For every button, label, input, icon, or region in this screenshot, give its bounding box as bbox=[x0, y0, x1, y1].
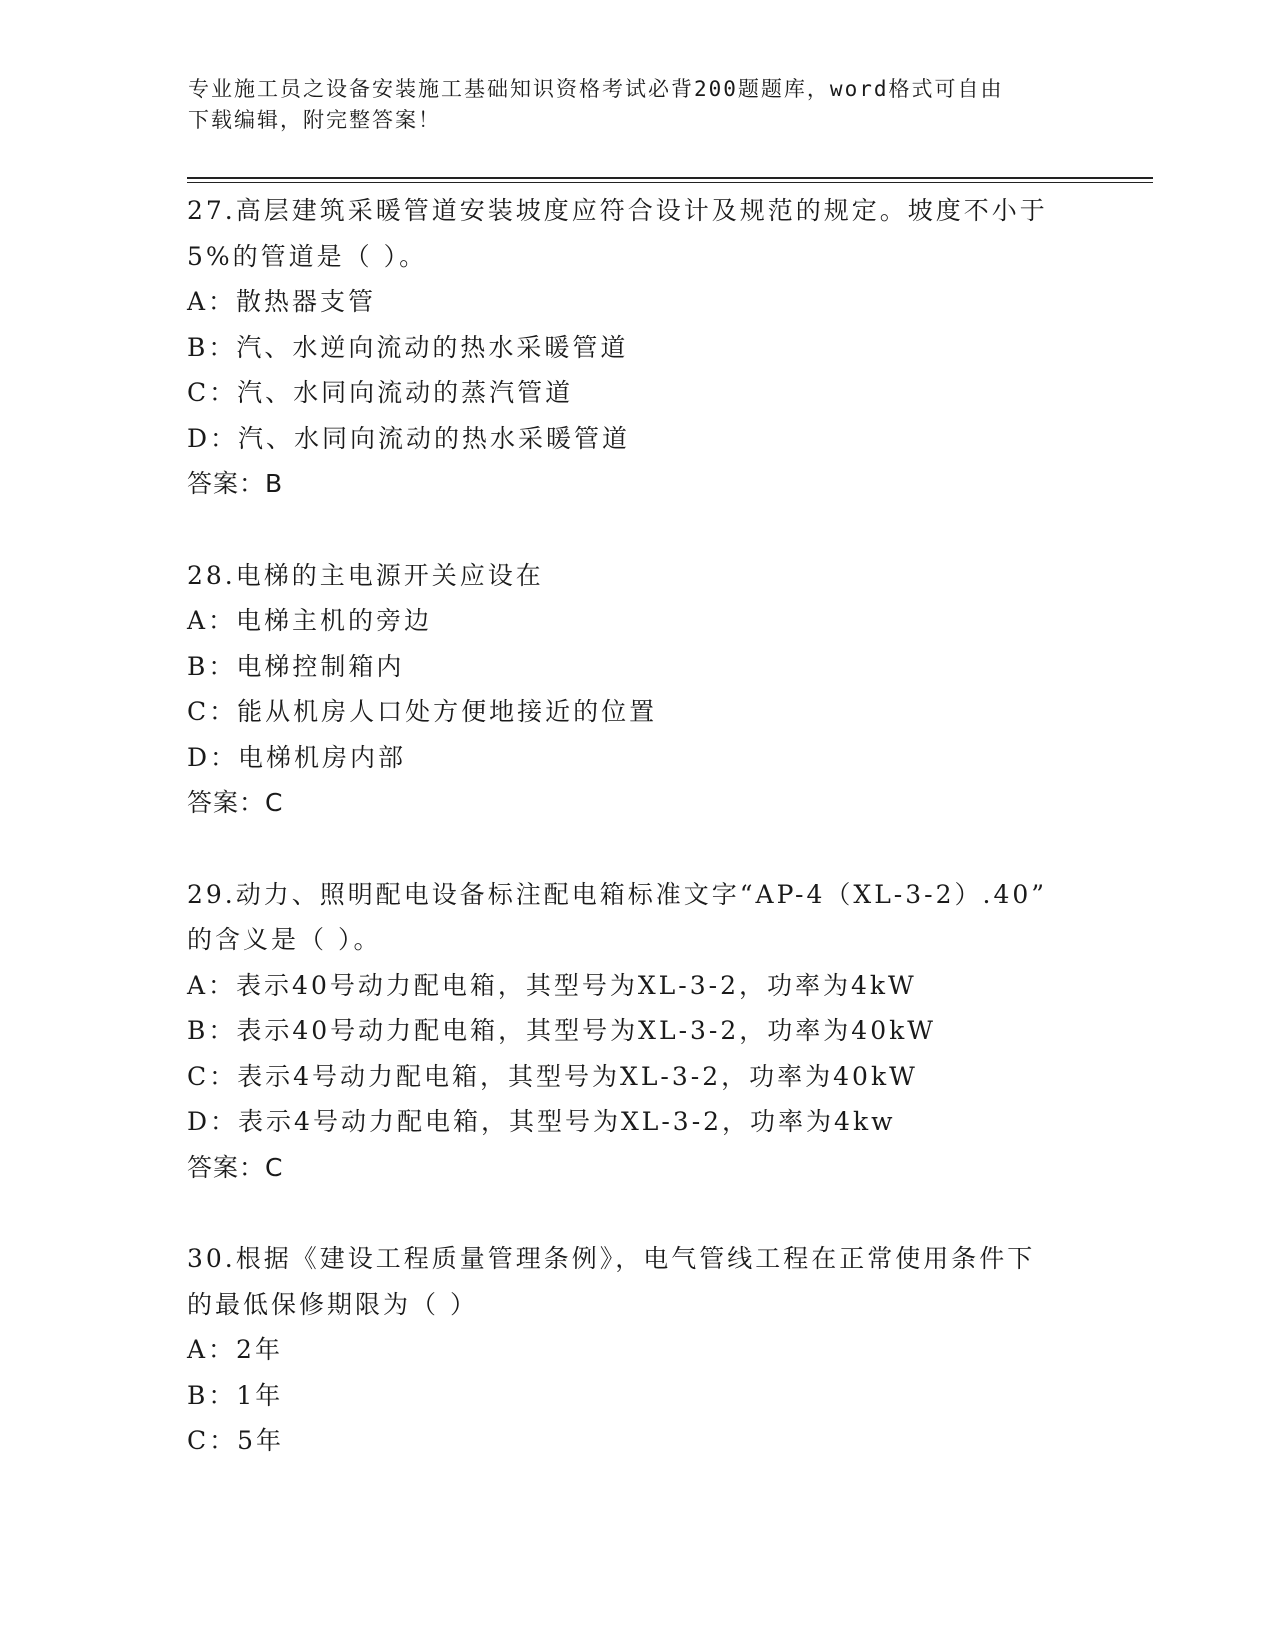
document-header bbox=[188, 74, 1068, 136]
header-line-1: 专业施工员之设备安装施工基础知识资格考试必背200题题库，word格式可自由 bbox=[188, 77, 1004, 101]
question-text: 30.根据《建设工程质量管理条例》，电气管线工程在正常使用条件下 bbox=[187, 1244, 1036, 1273]
option-c: C：汽、水同向流动的蒸汽管道 bbox=[187, 378, 574, 407]
question-text: 27.高层建筑采暖管道安装坡度应符合设计及规范的规定。坡度不小于 bbox=[187, 196, 1048, 225]
option-a: A：电梯主机的旁边 bbox=[187, 606, 433, 635]
option-a: A：散热器支管 bbox=[187, 287, 377, 316]
option-b: B：表示40号动力配电箱，其型号为XL-3-2，功率为40kW bbox=[187, 1016, 936, 1045]
header-divider-thin bbox=[187, 182, 1153, 183]
question-text: 28.电梯的主电源开关应设在 bbox=[187, 560, 544, 590]
question-29 bbox=[187, 872, 1087, 1191]
question-27 bbox=[187, 188, 1087, 507]
option-d: D：汽、水同向流动的热水采暖管道 bbox=[187, 423, 631, 453]
option-d: D：表示4号动力配电箱，其型号为XL-3-2，功率为4kw bbox=[187, 1107, 896, 1136]
option-b: B：电梯控制箱内 bbox=[187, 651, 405, 681]
option-c: C：表示4号动力配电箱，其型号为XL-3-2，功率为40kW bbox=[187, 1061, 918, 1091]
question-text-continued: 5%的管道是（ ）。 bbox=[187, 241, 428, 271]
answer: 答案：C bbox=[187, 788, 284, 817]
question-text-continued: 的含义是（ ）。 bbox=[187, 925, 382, 954]
option-c: C：5年 bbox=[187, 1426, 285, 1455]
question-28 bbox=[187, 553, 1087, 826]
option-b: B：汽、水逆向流动的热水采暖管道 bbox=[187, 332, 629, 362]
answer: 答案：C bbox=[187, 1152, 284, 1182]
question-30 bbox=[187, 1236, 1087, 1464]
answer: 答案：B bbox=[187, 469, 284, 498]
header-line-2: 下载编辑，附完整答案！ bbox=[188, 108, 441, 132]
option-a: A：2年 bbox=[187, 1335, 283, 1364]
option-a: A：表示40号动力配电箱，其型号为XL-3-2，功率为4kW bbox=[187, 970, 917, 1000]
option-b: B：1年 bbox=[187, 1380, 284, 1410]
option-c: C：能从机房人口处方便地接近的位置 bbox=[187, 697, 658, 726]
question-text: 29.动力、照明配电设备标注配电箱标准文字“AP-4（XL-3-2）.40” bbox=[187, 879, 1048, 909]
question-list bbox=[187, 188, 1087, 1510]
question-text-continued: 的最低保修期限为（ ） bbox=[187, 1289, 478, 1319]
header-divider-thick bbox=[187, 177, 1153, 179]
option-d: D：电梯机房内部 bbox=[187, 742, 407, 772]
